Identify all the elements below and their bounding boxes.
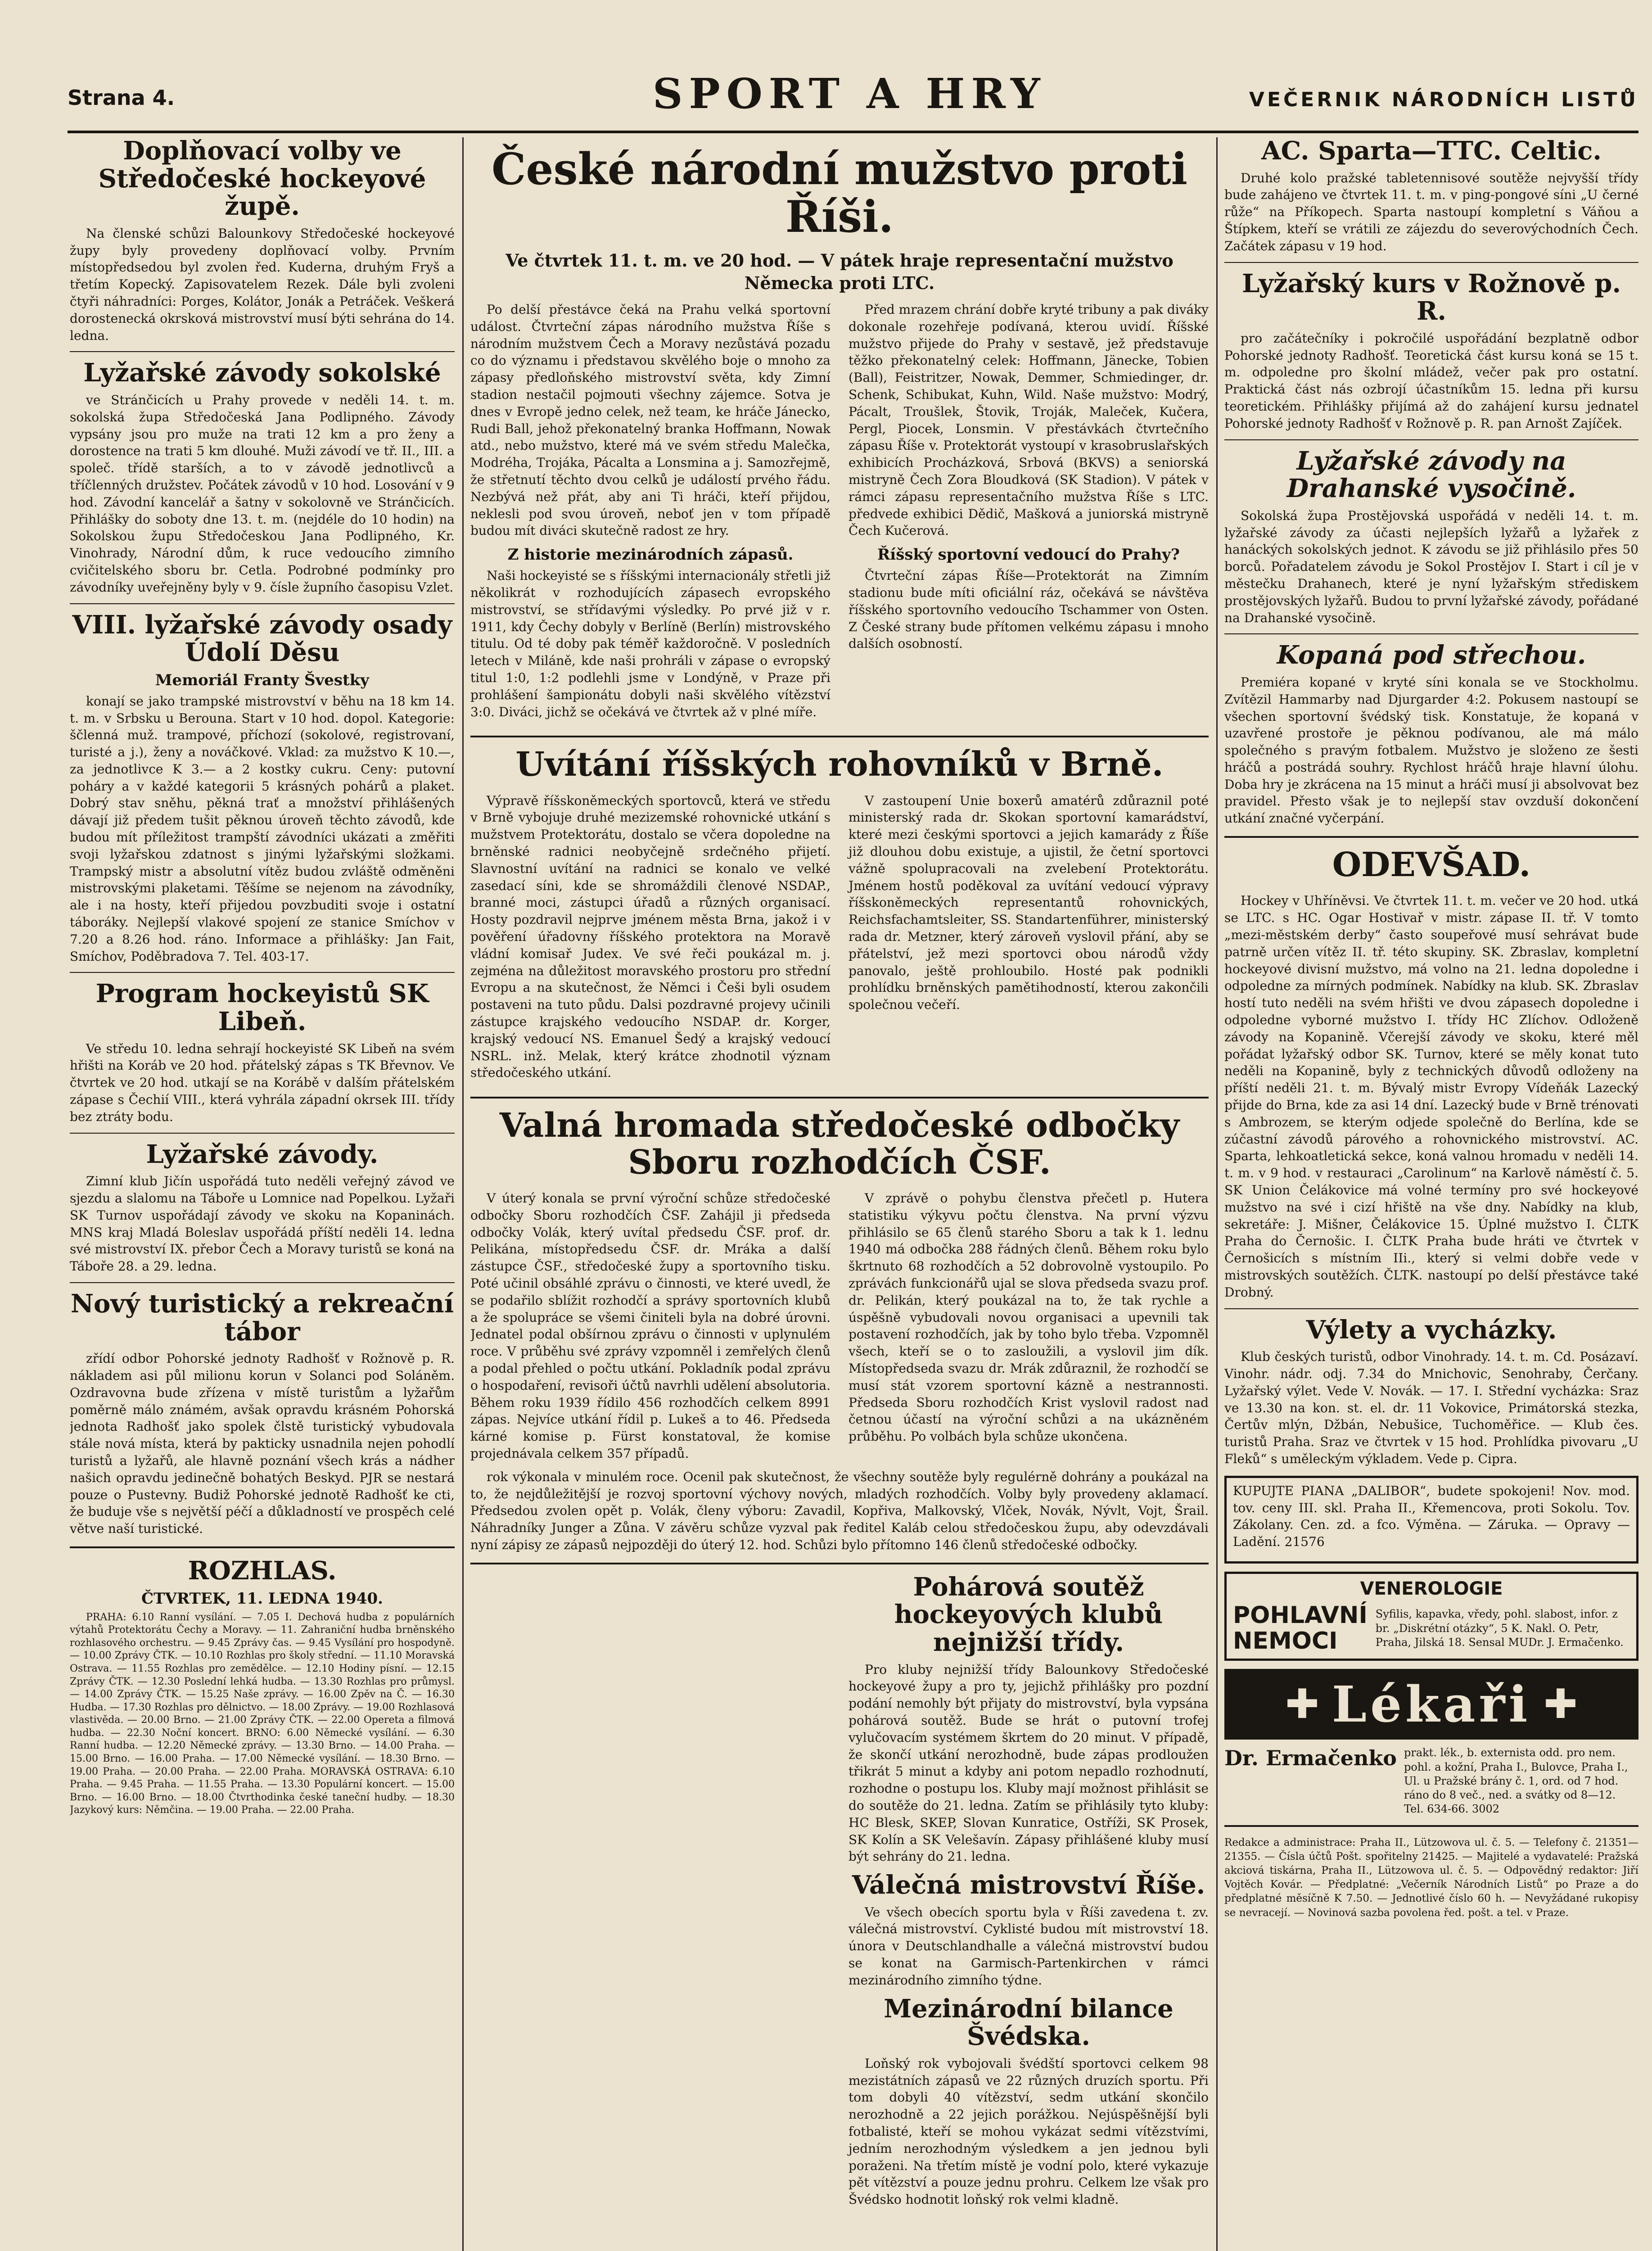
column-left — [70, 137, 455, 2251]
article-title: Válečná mistrovství Říše. — [852, 1870, 1205, 1900]
cross-icon: ✚ — [1285, 1681, 1319, 1728]
section-heading: Z historie mezinárodních zápasů. — [507, 546, 794, 564]
ad-label: POHLAVNÍ NEMOCI — [1233, 1601, 1368, 1655]
article-title: Lyžařské závody na Drahanské vysočině. — [1286, 446, 1576, 504]
lead-title: České národní mužstvo proti Říši. — [491, 144, 1188, 242]
divider — [70, 351, 455, 352]
article-title: Kopaná pod střechou. — [1277, 640, 1586, 670]
column-center — [470, 137, 1209, 2251]
doctor-ad — [1224, 1746, 1638, 1816]
article-text: Hockey v Uhříněvsi. Ve čtvrtek 11. t. m. večer ve 20 hod. utká se LTC. s HC. Ogar Hostivař v mistr. zápase II. tř. V tomto „mezi-městském derby“ často soupeřové musí sehrávat bude patrně určen vítěz II. tř. této skupiny. SK. Zbraslav, kompletní hockeyové divisní mužstvo, má volno na 21. ledna dopoledne i odpoledne za mírných podmínek. Nabídky na klub. SK. Zbraslav hostí tuto neděli na svém hřišti ve dvou zápasech dopoledne i odpoledne vyborné mužstvo I. třídy HC Zlíchov. Odloženě závody na Kopanině. Včerejší závody ve skoku, které měl pořádat lyžařský odbor SK. Turnov, které se měly konat tuto neděli na Kopanině, byly z technických důvodů odloženy na příští neděli 21. t. m. Bývalý mistr Evropy Vídeňák Lazecký přijde do Brna, kde za asi 14 dní. Lazecký bude v Brně trénovati s Ambrozem, se kterým odjede společně do Berlína, kde se zúčastní závodů párového a rohovnického mistrovství. AC. Sparta, lehkoatletická sekce, koná valnou hromadu v neděli 14. t. m. v 9 hod. v restauraci „Carolinum“ na Karlově náměstí č. 5. SK Union Čelákovice má volné termíny pro své hockeyové mužstvo na své i cizí hřiště na vše dny. Nabídky na klub, sekretáře: J. Mišner, Čelákovice 15. Úplné mužstvo I. ČLTK Praha do Černošic. I. ČLTK Praha bude hráti ve čtvrtek v Černošicích s místním IIi., který si velmi dobře vede v mistrovských soutěžích. ČLTK. nastoupí po delší přestávce také Drobný. — [1224, 893, 1638, 1300]
article-subtitle: Memoriál Franty Švestky — [155, 671, 370, 689]
imprint — [1224, 1836, 1638, 1920]
article-title: Lyžařské závody sokolské — [83, 358, 441, 388]
article-text: Pro kluby nejnižší třídy Balounkovy Středočeské hockeyové župy a pro ty, jejichž přihlášky pro pozdní podání nemohly být přijaty do mistrovství, byla vypsána pohárová soutěž. Bude se hrát o putovní trofej vylučovacím systémem škrtem do 20 minut. V případě, že skončí utkání nerozhodně, bude zápas prodloužen třikrát 5 minut a kdyby ani potom nepadlo rozhodnutí, rozhodne o postupu los. Kluby mají možnost přihlásit se do soutěže do 21. ledna. Zatím se přihlásily tyto kluby: HC Blesk, SKEP, Slovan Kunratice, Ostříži, SK Prosek, SK Kolín a SK Velešavín. Zápasy přihlášené kluby musí být sehrány do 21. ledna. — [849, 1662, 1209, 1864]
divider — [470, 736, 1209, 737]
article-text: rok výkonala v minulém roce. Ocenil pak skutečnost, že všechny soutěže byly regulérně dohrány a poukázal na to, že nejdůležitější je rozvoj sportovní výchovy nových, mladých rozhodčích. Volby byly provedeny aklamací. Předsedou zvolen opět p. Volák, členy výboru: Zavadil, Kopřiva, Malkovský, Vlček, Novák, Nývlt, Vojt, Šrail. Náhradníky Junger a Zůna. V závěru schůze vyzval pak ředitel Kaláb celou středočeskou župu, aby odevzdávali nyní zápisy ze zápasů nejpozději do úterý 12. hod. Schůzi bylo přítomno 146 členů středočeské odbočky. — [470, 1469, 1209, 1552]
doctor-name: Dr. Ermačenko — [1224, 1746, 1397, 1771]
article-title: Mezinárodní bilance Švédska. — [884, 1993, 1174, 2052]
article-text: Na členské schůzi Balounkovy Středočeské hockeyové župy byly provedeny doplňovací volby. Prvním místopředsedou byl zvolen řed. Kuderna, druhým Fryš a třetím Kopecký. Zapisovatelem Rezek. Dále byli zvoleni čtyři náhradníci: Porges, Kolátor, Jonák a Petráček. Veškerá dorostenecká okrsková mistrovství musí býti sehrána do 14. ledna. — [70, 226, 455, 343]
article-text: Loňský rok vybojovali švédští sportovci celkem 98 mezistátních zápasů ve 22 různých druzích sportu. Při tom dobyli 40 vítězství, sedm utkání skončilo nerozhodně a 22 jejich porážkou. Nejúspěšnější byli fotbalisté, kteří se mohou vykázat sedmi vítězstvími, jedním nerozhodným výsledkem a jen jednou byli poraženi. Na třetím místě je vodní polo, které vykazuje pět vítězství a pouze jednu prohru. Celkem lze však pro Švédsko hodnotit loňský rok velmi kladně. — [849, 2056, 1209, 2207]
article-title: Valná hromada středočeské odbočky Sboru rozhodčích ČSF. — [499, 1106, 1180, 1182]
divider — [70, 972, 455, 973]
article-title: Pohárová soutěž hockeyových klubů nejnižší třídy. — [894, 1572, 1163, 1657]
article-title: Lyžařské závody. — [146, 1139, 379, 1169]
lead-subtitle: Ve čtvrtek 11. t. m. ve 20 hod. — V pátek hraje representační mužstvo Německa proti LTC. — [506, 250, 1174, 293]
article-title: Výlety a vycházky. — [1306, 1315, 1557, 1345]
article-text: Čtvrteční zápas Říše—Protektorát na Zimním stadionu bude míti oficiální ráz, očekává se návštěva říšského sportovního vedoucího Tschammer von Osten. Z České strany bude přítomen velkému zápasu i mnoho dalších osobností. — [849, 568, 1209, 651]
article-title: Doplňovací volby ve Středočeské hockeyové župě. — [98, 137, 426, 221]
lead-article — [470, 145, 1209, 727]
article-text: V úterý konala se první výroční schůze středočeské odbočky Sboru rozhodčích ČSF. Zahájil ji předseda odbočky Volák, který uvítal předsedu ČSF. prof. dr. Pelikána, místopředsedu ČSF. dr. Mráka a další zástupce ČSF., středočeské župy a sportovního tisku. Poté učinil obsáhlé zprávu o činnosti, ve které uvedl, že se podařilo sblížit rozhodčí a správy sportovních klubů a že spolupráce se všemi činiteli byla na dobré úrovni. Jednatel podal obšírnou zprávu o činnosti v uplynulém roce. V průběhu své zprávy vzpomněl i zemřelých členů a podal přehled o počtu utkání. Pokladník podal zprávu o hospodaření, revisoři účtů navrhli udělení absolutoria. Během roku 1939 řídilo 456 rozhodčích celkem 8991 zápas. Nejvíce utkání řídil p. Lukeš a to 46. Předseda kárné komise p. Fürst konstatoval, že komise projednávala celkem 357 případů. — [470, 1191, 831, 1461]
article-title: AC. Sparta—TTC. Celtic. — [1261, 137, 1602, 166]
article-title: Program hockeyistů SK Libeň. — [95, 979, 429, 1037]
divider — [1224, 439, 1638, 440]
article — [1224, 847, 1638, 1301]
article-text: zřídí odbor Pohorské jednoty Radhošť v Rožnově p. R. nákladem asi půl milionu korun v Solanci pod Soláněm. Ozdravovna bude zřízena v místě turistům a lyžařům poměrně málo známém, avšak opravdu krásném Pohorská jednota Radhošť jako spolek člstě turistický vybudovala stále nová místa, která by pakticky usnadnila nejen pohodlí turistů a lyžařů, ale hlavně poznání všech krás a nádher našich opravdu jedinečně bohatých Beskyd. PJR se nestará pouze o Pustevny. Budiž Pohorské jednotě Radhošť ke cti, že buduje vše s největší péčí a důkladností ve prospěch celé větve naší turistické. — [70, 1351, 455, 1537]
article — [1224, 642, 1638, 827]
venereology-ad — [1224, 1572, 1638, 1661]
article-text: Druhé kolo pražské tabletennisové soutěže nejvyšší třídy bude zahájeno ve čtvrtek 11. t. m. v ping-pongové síni „U černé růže“ na Příkopech. Sparta nastoupí kompletní s Váňou a Štípkem, kteří se vrátili ze zájezdu do severovýchodních Čech. Začátek zápasu v 19 hod. — [1224, 170, 1638, 253]
article — [70, 980, 455, 1125]
article-text: pro začátečníky i pokročilé uspořádání bezplatně odbor Pohorské jednoty Radhošť. Teoretická část kursu koná se 15 t. m. odpoledne pro školní mládež, večer pak pro ostatní. Praktická část nás ozbrojí účastníkům 15. ledna při kursu teoretickém. Přihlášky přijímá až do zahájení kursu jednatel Pohorské jednoty Radhošť v Rožnově p. R. pan Arnošt Zajíček. — [1224, 330, 1638, 431]
column-divider — [462, 137, 464, 2251]
divider — [1224, 1308, 1638, 1309]
divider — [1224, 836, 1638, 838]
article — [1224, 447, 1638, 627]
article — [70, 611, 455, 965]
divider — [470, 1097, 1209, 1098]
article — [1224, 270, 1638, 432]
article-title: Lyžařský kurs v Rožnově p. R. — [1241, 268, 1621, 326]
divider — [70, 603, 455, 604]
article-text: Zimní klub Jičín uspořádá tuto neděli veřejný závod ve sjezdu a slalomu na Táboře u Lomnice nad Popelkou. Lyžaři SK Turnov uspořádají závody ve skoku na Kopaninách. MNS kraj Mladá Boleslav uspořádá příští neděli 14. ledna své mistrovství IX. přebor Čech a Moravy turistů se koná na Táboře 28. a 29. ledna. — [70, 1174, 455, 1274]
page-header — [68, 68, 1638, 133]
doctors-banner — [1224, 1669, 1638, 1740]
article-text: Ve všech obecích sportu byla v Říši zavedena t. zv. válečná mistrovství. Cyklisté budou mít mistrovství 18. února v Deutschlandhalle a válečná mistrovství budou se konat na Garmisch-Partenkirchen v rámci mezinárodního zimního týdne. — [849, 1904, 1209, 1988]
banner-title: Lékaři — [1332, 1675, 1531, 1734]
article — [70, 1290, 455, 1537]
imprint-text: Redakce a administrace: Praha II., Lützowova ul. č. 5. — Telefony č. 21351—21355. — Čísla účtů Pošt. spořitelny 21425. — Majitelé a vydavatelé: Pražská akciová tiskárna, Praha II., Lützowova ul. č. 5. — Odpovědný redaktor: Jiří Vojtěch Kovár. — Předplatné: „Večerník Národních Listů“ po Praze a do předplatné měsíčně K 7.50. — Jednotlivé číslo 60 h. — Nevyžádané rukopisy se nevracejí. — Novinová sazba povolena řed. pošt. a tel. v Praze. — [1224, 1837, 1638, 1919]
section-heading: Říšský sportovní vedoucí do Prahy? — [877, 546, 1180, 564]
divider — [470, 1563, 1209, 1564]
divider — [1224, 633, 1638, 634]
article — [70, 359, 455, 596]
article-title: Nový turistický a rekreační tábor — [70, 1289, 454, 1347]
radio-program — [70, 1557, 455, 1817]
article — [70, 1141, 455, 1275]
ad-heading: VENEROLOGIE — [1360, 1578, 1503, 1599]
divider — [70, 1546, 455, 1548]
page-number: Strana 4. — [68, 86, 175, 110]
piano-ad — [1224, 1476, 1638, 1564]
divider — [70, 1282, 455, 1283]
article — [470, 1107, 1209, 1554]
divider — [1224, 262, 1638, 263]
divider — [70, 1133, 455, 1134]
article-text: Po delší přestávce čeká na Prahu velká sportovní událost. Čtvrteční zápas národního mužstva Říše s národním mužstvem Čech a Moravy nezůstává pozadu co do významu i představou skvělého boje o mnoho za zápasy předloňského mistrovství světa, kdy Zimní stadion nestačil pojmouti všechny zájemce. Sotva je dnes v Evropě jedno celek, než team, ke hráče Jánecko, Rudi Ball, jehož překonatelný branka Hoffmann, Nowak atd., nebo mužstvo, které má ve svém středu Malečka, Modréha, Trojáka, Pácalta a Lonsmina a j. Samozřejmě, že střetnutí těchto dvou celků je událostí prvého řádu. Nezbývá než přát, aby ani Ti hráči, kteří přijdou, neklesli pod svou úroveň, neboť jen v tom případě budou mít diváci skutečně radost ze hry. — [470, 302, 831, 538]
article-text: Naši hockeyisté se s říšskými internacionály střetli již několikrát v rozhodujících zápasech evropského mistrovství, se střídavými výsledky. Po prvé již v r. 1911, kdy Čechy dobyly v Berlíně (Berlín) mistrovského titulu. Od té doby pak téměř každoročně. V posledních letech v Miláně, kde naši prohráli v zápase o evropský titul 1:0, 1:2 podlehli jsme v Londýně, v Praze při prohlášení šampionátu dobyli naši skvělého vítězství 3:0. Diváci, jichž se očekává ve čtvrtek až v plné míře. — [470, 568, 831, 719]
article-title: ODEVŠAD. — [1332, 845, 1531, 885]
article-text: Sokolská župa Prostějovská uspořádá v neděli 14. t. m. lyžařské závody za účasti nejlepších lyžařů a lyžařek z hanáckých sokolských jednot. K závodu se již přihlásilo přes 50 borců. Pořadatelem závodu je Sokol Prostějov I. Start i cíl je v městečku Drahanech, které je nyní lyžařským střediskem prostějovských lyžařů. Budou to první lyžařské závody, pořádané na Drahanské vysočině. — [1224, 508, 1638, 625]
article-text: V zastoupení Unie boxerů amatérů zdůraznil poté ministerský rada dr. Skokan sportovní kamarádství, které mezi českými sportovci a jejich kamarády z Říše již dlouhou dobu existuje, a ujistil, že četní sportovci vážně spolupracovali na zvelebení Protektorátu. Jménem hostů poděkoval za uvítání vedoucí výpravy říšskoněmeckých representantů rohovnických, Reichsfachamtsleiter, SS. Standartenführer, ministerský rada dr. Metzner, který zároveň vyslovil přání, aby se přátelství, jež mezi sportovci obou národů vždy panovalo, ještě prohloubilo. Hosté pak podnikli prohlídku brněnských pamětihodností, kterou zakončili společnou večeří. — [849, 793, 1209, 1012]
newspaper-name: VEČERNIK NÁRODNÍCH LISTŮ — [1249, 88, 1638, 111]
divider — [1224, 1825, 1638, 1827]
cross-icon: ✚ — [1544, 1681, 1578, 1728]
article-title: Uvítání říšských rohovníků v Brně. — [515, 745, 1164, 784]
article — [1224, 1316, 1638, 1468]
article — [470, 746, 1209, 1088]
ad-text: KUPUJTE PIANA „DALIBOR“, budete spokojeni! Nov. mod. tov. ceny III. skl. Praha II., Křemencova, proti Sokolu. Tov. Zákolany. Cen. zd. a fco. Výměna. — Záruka. — Opravy — Ladění. 21576 — [1233, 1483, 1630, 1550]
article-text: konají se jako trampské mistrovství v běhu na 18 km 14. t. m. v Srbsku u Berouna. Start v 10 hod. dopol. Kategorie: ščlenná muž. trampové, příchozí (sokolové, registrovaní, turisté a j.), ženy a nováčkové. Vklad: za mužstvo K 10.—, za jednotlivce K 3.— a 2 kostky cukru. Ceny: putovní poháry a v každé kategorii 5 krásných pohárů a plaket. Dobrý stav sněhu, pěkná trať a množství přihlášených dávají již předem tušit pěknou úroveň těchto závodů, kde budou mít příležitost trampští závodníci ukázati a změřiti svoji lyžařskou zdatnost s jinými lyžařskými složkami. Trampský mistr a absolutní vítěz budou zvláště odměněni mistrovskými plaketami. Těšíme se nejenom na závodníky, ale i na hosty, kteří přijedou povzbuditi svoje i ostatní táboráky. Nejlepší vlakové spojení ze stanice Smíchov v 7.20 a 8.26 hod. ráno. Informace a přihlášky: Jan Fait, Smíchov, Poděbradova 7. Tel. 403-17. — [70, 693, 455, 964]
ad-text: Syfilis, kapavka, vředy, pohl. slabost, infor. z br. „Diskrétní otázky“, 5 K. Nakl. O. Petr, Praha, Jilská 18. Sensal MUDr. J. Ermačenko. — [1375, 1608, 1624, 1649]
radio-title: ROZHLAS. — [188, 1555, 337, 1586]
section-title: SPORT A HRY — [653, 69, 1047, 118]
column-right — [1224, 137, 1638, 2251]
article — [70, 137, 455, 344]
article-text: Ve středu 10. ledna sehrají hockeyisté SK Libeň na svém hřišti na Koráb ve 20 hod. přátelský zápas s TK Břevnov. Ve čtvrtek ve 20 hod. utkají se na Korábě v dalším přátelském zápase s Čechií VIII., která vyhrála západní okrsek III. třídy bez ztráty bodu. — [70, 1041, 455, 1124]
article-text: V zprávě o pohybu členstva přečetl p. Hutera statistiku výkyvu počtu členstva. Na první výzvu přihlásilo se 65 členů starého Sboru a tak k 1. lednu 1940 má odbočka 288 řádných členů. Během roku bylo škrtnuto 68 rozhodčích a 52 dobrovolně vystoupilo. Po zprávách funkcionářů ujal se slova předseda svazu prof. dr. Pelikán, který poukázal na to, že tak rychle a úspěšně vybudovali novou organisaci a upevnili tak postavení rozhodčích, jak by toho bylo třeba. Vzpomněl všech, kteří se o to zasloužili, a vyslovil jim dík. Místopředseda svazu dr. Mrák zdůraznil, že rozhodčí se musí stát vzorem sportovní kázně a nestrannosti. Předseda Sboru rozhodčích Krist vyslovil radost nad četnou účastí na výroční schůzi a na ukázněném průběhu. Po volbách byla schůze ukončena. — [849, 1191, 1209, 1444]
article-text: ve Stránčicích u Prahy provede v neděli 14. t. m. sokolská župa Středočeská Jana Podlipného. Závody vypsány jsou pro muže na trati 12 km a pro ženy a dorostence na trati 5 km dlouhé. Muži závodí ve tř. II., III. a společ. třídě starších, a to v závodě jednotlivců a tříčlenných družstev. Počátek závodů v 10 hod. Losování v 9 hod. Závodní kancelář a šatny v sokolovně ve Stránčicích. Přihlášky do soboty dne 13. t. m. (nejdéle do 10 hodin) na Sokolskou župu Středočeskou Jana Podlipného, Kr. Vinohrady, Národní dům, k ruce vedoucího zimního cvičitelského sboru br. Cetla. Podrobné podmínky pro závodníky uveřejněny byly v 9. čísle župního časopisu Vzlet. — [70, 392, 455, 595]
radio-text: PRAHA: 6.10 Ranní vysílání. — 7.05 I. Dechová hudba z populárních výtahů Protektorátu Čechy a Moravy. — 11. Zahraniční hudba brněnského rozhlasového orchestru. — 9.45 Zprávy čas. — 9.45 Vysílání pro hospodyně. — 10.00 Zprávy ČTK. — 10.10 Rozhlas pro školy střední. — 11.10 Moravská Ostrava. — 11.55 Rozhlas pro zemědělce. — 12.10 Hodiny písní. — 12.15 Zprávy ČTK. — 12.30 Poslední lehká hudba. — 13.30 Rozhlas pro průmysl. — 14.00 Zprávy ČTK. — 15.25 Naše zprávy. — 16.00 Zpěv na Č. — 16.30 Hudba. — 17.30 Rozhlas pro dělnictvo. — 18.00 Zprávy. — 19.00 Rozhlasová vlastivěda. — 20.00 Brno. — 21.00 Zprávy ČTK. — 22.00 Opereta a filmová hudba. — 22.30 Noční koncert. BRNO: 6.00 Německé vysílání. — 6.30 Ranní hudba. — 12.20 Německé zprávy. — 13.30 Brno. — 14.00 Praha. — 15.00 Brno. — 16.00 Praha. — 17.00 Německé vysílání. — 18.30 Brno. — 19.00 Praha. — 20.00 Praha. — 22.00 Praha. MORAVSKÁ OSTRAVA: 6.10 Praha. — 9.45 Praha. — 11.55 Praha. — 13.30 Populární koncert. — 15.00 Brno. — 16.00 Brno. — 18.00 Čtvrthodinka české taneční hudby. — 18.30 Jazykový kurs: Němčina. — 19.00 Praha. — 22.00 Praha. — [70, 1611, 455, 1816]
article-title: VIII. lyžařské závody osady Údolí Děsu — [72, 610, 452, 668]
article-text: Premiéra kopané v kryté síni konala se ve Stockholmu. Zvítězil Hammarby nad Djurgarder 4:2. Pokusem nastoupí se všechen sportovní švédský tisk. Konstatuje, že kopaná v uzavřené prostoře je pěknou podívanou, ale má málo společného s pravým fotbalem. Mužstvo je složeno ze šesti hráčů a postrádá souhry. Rychlost hráčů hraje hlavní úlohu. Doba hry je zkrácena na 15 minut a hráči musí ji absolvovat bez pravidel. Přesto však je to nejlepší stav ovzduší dokončení utkání značné vyčerpání. — [1224, 674, 1638, 826]
article-text: Klub českých turistů, odbor Vinohrady. 14. t. m. Cd. Posázaví. Vinohr. nádr. odj. 7.34 do Mnichovic, Senohraby, Čerčany. Lyžařský výlet. Vede V. Novák. — 17. I. Střední vycházka: Sraz ve 13.30 na kon. st. el. dr. 11 Vokovice, Primátorská stezka, Čertův mlýn, Džbán, Nebušice, Tuchoměřice. — Klub čes. turistů Praha. Sraz ve čtvrtek v 15 hod. Prohlídka pivovaru „U Fleků“ s uměleckým výkladem. Vede p. Cipra. — [1224, 1349, 1638, 1466]
article — [1224, 137, 1638, 255]
column-divider — [1216, 137, 1218, 2251]
radio-date: ČTVRTEK, 11. LEDNA 1940. — [141, 1589, 383, 1608]
doctor-text: prakt. lék., b. externista odd. pro nem. pohl. a kožní, Praha I., Bulovce, Praha I., Ul. u Pražské brány č. 1, ord. od 7 hod. ráno do 8 več., ned. a svátky od 8—12. Tel. 634-66. 3002 — [1404, 1746, 1628, 1816]
article-text: Výpravě říšskoněmeckých sportovců, která ve středu v Brně vybojuje druhé mezizemské rohovnické utkání s mužstvem Protektorátu, dostalo se včera dopoledne na brněnské radnici neobyčejně srdečného přijetí. Slavnostní uvítání na radnici se konalo ve velké zasedací síni, kde se shromáždili členové NSDAP., branné moci, zástupci úřadů a různých organisací. Hosty pozdravil nejprve jménem města Brna, jakož i v pověření úřadovny říšského protektora na Moravě vládní komisař Judex. Ve své řeči poukázal m. j. zejména na důležitost moravského prostoru pro střední Evropu a na skutečnost, že Němci i Češi byli osudem postaveni na tuto půdu. Dalsi pozdravné projevy učinili zástupce krajského vedoucího NSDAP. dr. Korger, krajský vedoucí NS. Emanuel Šedý a krajský vedoucí NSRL. inž. Melak, který krátce zhodnotil význam středočeského utkání. — [470, 793, 831, 1080]
article-text: Před mrazem chrání dobře kryté tribuny a pak diváky dokonale rozehřeje podívaná, kterou uvidí. Říšské mužstvo přijede do Prahy v sestavě, jež představuje těžko překonatelný celek: Hoffmann, Jänecke, Tobien (Ball), Feistritzer, Nowak, Demmer, Schmiedinger, dr. Schenk, Schibukat, Kuhn, Wild. Naše mužstvo: Modrý, Pácalt, Troušlek, Štovik, Troják, Maleček, Kučera, Pergl, Piocek, Lonsmin. V přestávkách čtvrtečního zápasu Říše v. Protektorát vystoupí v krasobruslařských exhibicích Procházková, Srbová (BKVS) a seniorská mistryně Čech Zora Bloudková (SK Stadion). V pátek v rámci zápasu representačního mužstva Říše s LTC. předvede exhibici Dědič, Mašková a juniorská mistryně Čech Kučerová. — [849, 302, 1209, 538]
